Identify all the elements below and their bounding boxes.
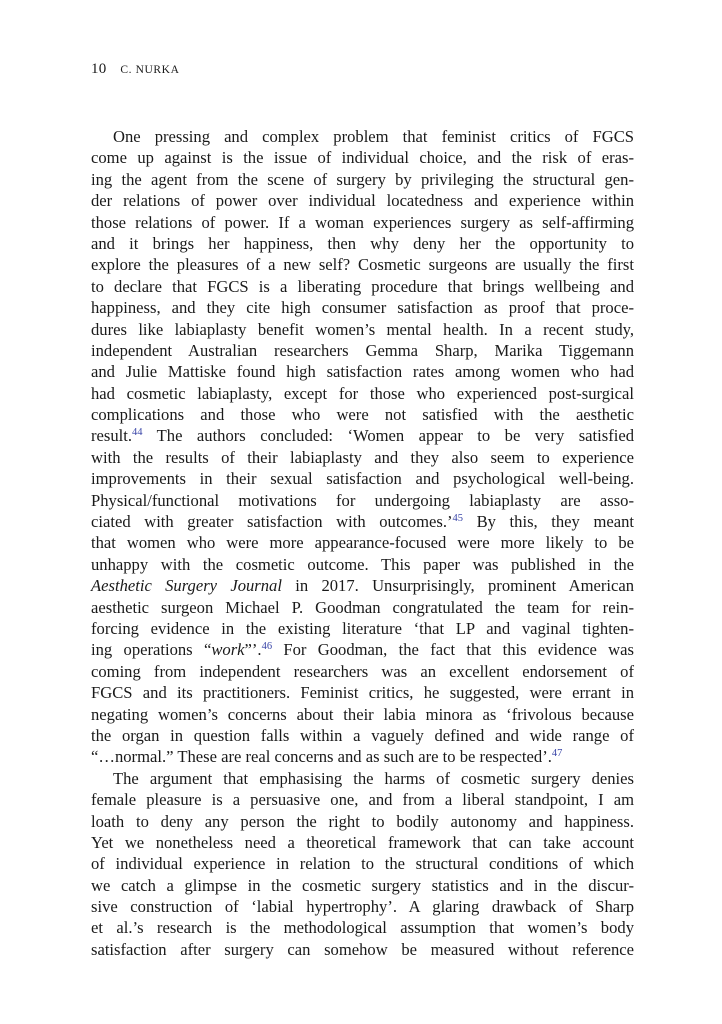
text-fragment: ciated with greater satisfaction with outcomes.’ — [91, 512, 453, 532]
text-line: sive construction of ‘labial hypertrophy’. A glaring drawback of Sharp — [91, 897, 634, 917]
text-line: we catch a glimpse in the cosmetic surgery statistics and in the discur- — [91, 875, 634, 895]
body-text — [91, 126, 634, 960]
text-line: der relations of power over individual locatedness and experience within — [91, 191, 634, 211]
text-line — [91, 425, 634, 446]
text-line: et al.’s research is the methodological assumption that women’s body — [91, 918, 634, 938]
emphasis-word: work — [211, 640, 245, 660]
text-fragment: The authors concluded: ‘Women appear to be very satisfied — [142, 426, 634, 446]
text-fragment: “…normal.” These are real concerns and as such are to be respected’. — [91, 747, 552, 767]
footnote-ref-46[interactable]: 46 — [261, 641, 273, 653]
text-line — [91, 746, 634, 767]
text-fragment: ing operations “ — [91, 640, 212, 660]
text-line: come up against is the issue of individual choice, and the risk of eras- — [91, 148, 634, 168]
text-fragment: By this, they meant — [463, 512, 634, 532]
text-line: One pressing and complex problem that feminist critics of FGCS — [113, 127, 634, 146]
text-fragment: ”’. — [244, 640, 262, 660]
text-line: Yet we nonetheless need a theoretical framework that can take account — [91, 832, 634, 852]
footnote-ref-44[interactable]: 44 — [132, 427, 143, 439]
text-line — [91, 575, 634, 596]
text-line: female pleasure is a persuasive one, and from a liberal standpoint, I am — [91, 790, 634, 810]
paragraph-1 — [91, 126, 634, 768]
running-head-author: C. NURKA — [120, 64, 180, 76]
text-line: satisfaction after surgery can somehow be measured without reference — [91, 939, 634, 959]
text-fragment: result. — [91, 426, 133, 446]
text-line: and Julie Mattiske found high satisfaction rates among women who had — [91, 362, 634, 382]
text-line: loath to deny any person the right to bodily autonomy and happiness. — [91, 811, 634, 831]
text-fragment: For Goodman, the fact that this evidence was — [272, 640, 634, 660]
text-line: independent Australian researchers Gemma Sharp, Marika Tiggemann — [91, 340, 634, 360]
text-line: Physical/functional motivations for undergoing labiaplasty are asso- — [91, 490, 634, 510]
text-line: had cosmetic labiaplasty, except for those who experienced post-surgical — [91, 383, 634, 403]
journal-title: Aesthetic Surgery Journal — [91, 576, 282, 596]
text-fragment: in 2017. Unsurprisingly, prominent American — [281, 576, 635, 596]
text-line: coming from independent researchers was an excellent endorsement of — [91, 661, 634, 681]
footnote-ref-45[interactable]: 45 — [452, 513, 463, 525]
text-line: complications and those who were not satisfied with the aesthetic — [91, 405, 634, 425]
text-line: aesthetic surgeon Michael P. Goodman congratulated the team for rein- — [91, 597, 634, 617]
text-line: those relations of power. If a woman experiences surgery as self-affirming — [91, 212, 634, 232]
text-line: The argument that emphasising the harms of cosmetic surgery denies — [113, 768, 634, 788]
text-line: the organ in question falls within a vaguely defined and wide range of — [91, 725, 634, 745]
text-line: ing the agent from the scene of surgery by privileging the structural gen- — [91, 169, 634, 189]
text-line — [91, 511, 634, 532]
text-line: with the results of their labiaplasty and they also seem to experience — [91, 447, 634, 467]
text-line: and it brings her happiness, then why deny her the opportunity to — [91, 233, 634, 253]
text-line: forcing evidence in the existing literature ‘that LP and vaginal tighten- — [91, 618, 634, 638]
text-line: dures like labiaplasty benefit women’s mental health. In a recent study, — [91, 319, 634, 339]
running-head — [91, 61, 179, 78]
text-line: that women who were more appearance-focused were more likely to be — [91, 533, 634, 553]
text-line: negating women’s concerns about their labia minora as ‘frivolous because — [91, 704, 634, 724]
text-line: happiness, and they cite high consumer satisfaction as proof that proce- — [91, 298, 634, 318]
text-line — [91, 639, 634, 660]
page-number: 10 — [91, 61, 107, 77]
paragraph-2 — [91, 768, 634, 961]
text-line: of individual experience in relation to the structural conditions of which — [91, 854, 634, 874]
text-line: FGCS and its practitioners. Feminist critics, he suggested, were errant in — [91, 683, 634, 703]
footnote-ref-47[interactable]: 47 — [551, 748, 563, 760]
text-line: explore the pleasures of a new self? Cosmetic surgeons are usually the first — [91, 255, 634, 275]
text-line: unhappy with the cosmetic outcome. This paper was published in the — [91, 554, 634, 574]
text-line: improvements in their sexual satisfaction and psychological well-being. — [91, 469, 634, 489]
text-line: to declare that FGCS is a liberating procedure that brings wellbeing and — [91, 276, 634, 296]
